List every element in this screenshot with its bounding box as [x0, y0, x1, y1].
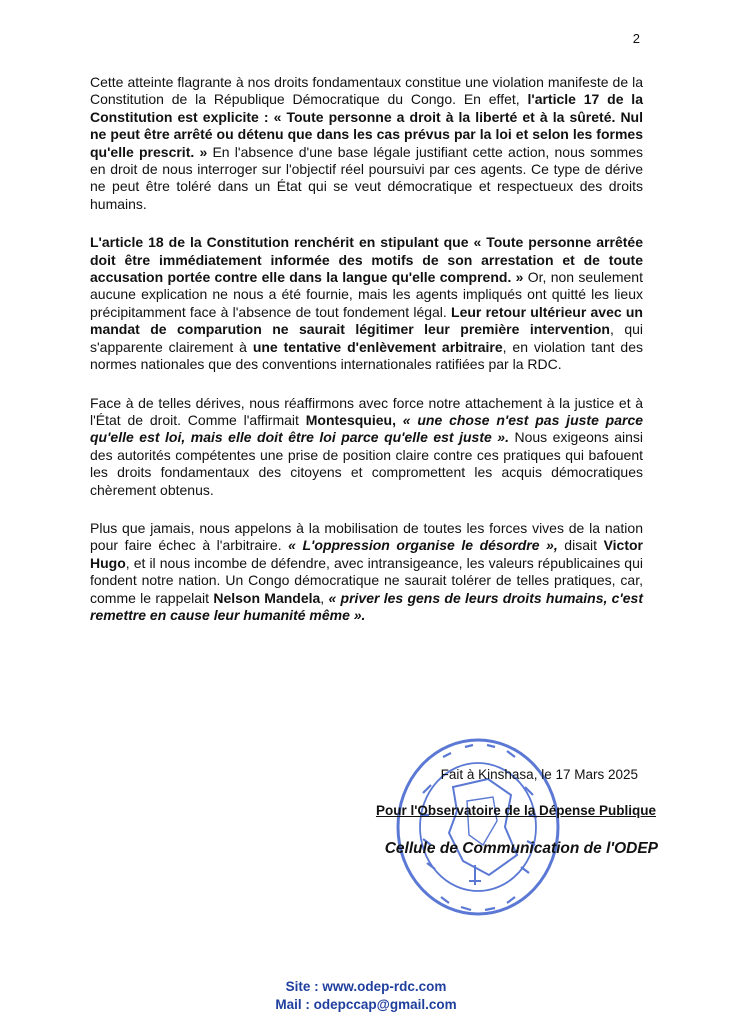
- text-span: Plus que jamais, nous appelons à la mobilisation de toutes les forces vives de la nation pour faire échec à l'arbitraire.: [90, 519, 643, 554]
- text-span: , et il nous incombe de défendre, avec intransigeance, les valeurs républicaines qui fondent notre nation. Un Congo démocratique ne saurait tolérer de telles pratiques, car, comme le rappelait: [90, 554, 643, 606]
- text-span: Face à de telles dérives, nous réaffirmons avec force notre attachement à la justice et à l'État de droit. Comme l'affirmait: [90, 394, 643, 428]
- quote-nelson-mandela: « priver les gens de leurs droits humains, c'est remettre en cause leur humanité même ».: [90, 589, 643, 623]
- text-span: Or, non seulement aucune explication ne nous a été fournie, mais les agents impliqués ont quitté les lieux précipitamment face à l'absence de tout fondement légal.: [90, 269, 643, 320]
- letter-body: [90, 74, 643, 645]
- paragraph-constitution-art17: [90, 74, 643, 213]
- footer-contact: [0, 978, 732, 1014]
- site-link[interactable]: www.odep-rdc.com: [322, 979, 447, 994]
- footer-mail: [0, 996, 732, 1014]
- bold-quote-article-17: l'article 17 de la Constitution est explicite : « Toute personne a droit à la liberté et à la sûreté. Nul ne peut être arrêté ou détenu que dans les cas prévus par la loi et selon les formes qu'elle prescrit. »: [90, 91, 643, 160]
- text-span: Cette atteinte flagrante à nos droits fondamentaux constitue une violation manifeste de la Constitution de la République Démocratique du Congo. En effet,: [90, 74, 643, 108]
- signatory-line: Pour l'Observatoire de la Dépense Publique: [375, 803, 656, 818]
- text-span: Nous exigeons ainsi des autorités compétentes une prise de position claire contre ces pratiques qui bafouent les droits fondamentaux des citoyens et compromettent les acquis démocratiques chèrement obtenus.: [90, 429, 644, 498]
- text-span: , qui s'apparente clairement à: [90, 321, 643, 355]
- bold-text: une tentative d'enlèvement arbitraire: [252, 338, 503, 355]
- bold-text: Leur retour ultérieur avec un mandat de comparution ne saurait légitimer leur première intervention: [90, 303, 643, 338]
- bold-author-nelson-mandela: Nelson Mandela: [213, 589, 321, 606]
- mail-link[interactable]: odepccap@gmail.com: [313, 997, 457, 1012]
- text-span: , en violation tant des normes nationales que des conventions internationales ratifiées par la RDC.: [90, 338, 644, 373]
- quote-montesquieu: « une chose n'est pas juste parce qu'elle est loi, mais elle doit être loi parce qu'elle est juste ».: [90, 411, 644, 446]
- text-span: En l'absence d'une base légale justifiant cette action, nous sommes en droit de nous interroger sur l'objectif réel poursuivi par ces agents. Ce type de dérive ne peut être toléré dans un État qui se veut démocratique et respectueux des droits humains.: [90, 143, 643, 212]
- text-span: disait: [557, 537, 604, 554]
- text-span: ,: [320, 589, 329, 606]
- paragraph-constitution-art18: [90, 234, 643, 373]
- bold-quote-article-18: L'article 18 de la Constitution renchérit en stipulant que « Toute personne arrêtée doit être immédiatement informée des motifs de son arrestation et de toute accusation portée contre elle dans la langue qu'elle comprend. »: [90, 234, 643, 286]
- quote-victor-hugo: « L'oppression organise le désordre »,: [288, 537, 558, 554]
- place-and-date: Fait à Kinshasa, le 17 Mars 2025: [440, 767, 638, 782]
- communication-cell: Cellule de Communication de l'ODEP: [384, 840, 658, 857]
- paragraph-hugo-mandela: [90, 520, 643, 624]
- mail-label: Mail :: [275, 997, 314, 1012]
- page-number: 2: [632, 31, 640, 46]
- text-span: [396, 412, 403, 428]
- site-label: Site :: [285, 979, 323, 994]
- paragraph-montesquieu: [90, 395, 643, 499]
- official-stamp-icon: [393, 735, 563, 920]
- bold-author-victor-hugo: Victor Hugo: [90, 537, 643, 571]
- footer-site: [0, 978, 732, 996]
- bold-author-montesquieu: Montesquieu,: [305, 411, 396, 428]
